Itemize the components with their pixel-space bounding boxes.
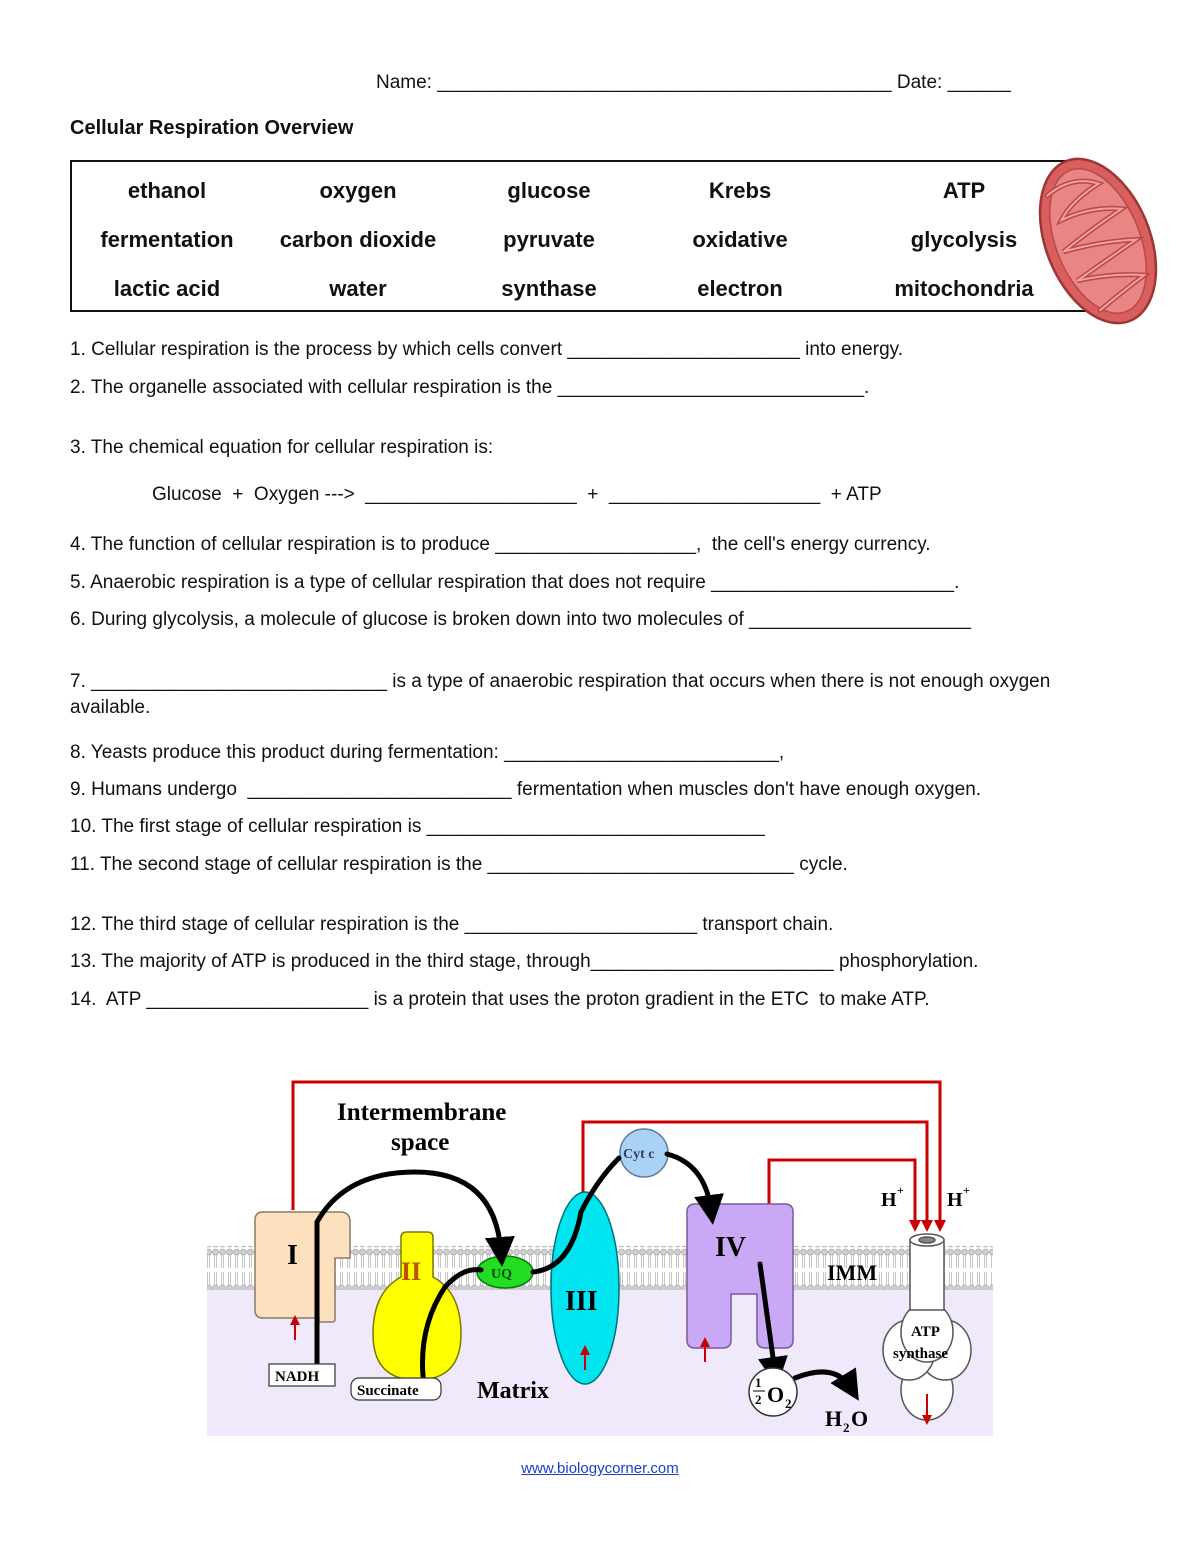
footer-link[interactable]: www.biologycorner.com (521, 1460, 679, 1477)
question-7: 7. ____________________________ is a type of anaerobic respiration that occurs when there is not enough oxygen available. (70, 671, 1051, 718)
word-bank-item: water (329, 276, 387, 301)
cyt-c-label: Cyt c (623, 1147, 655, 1162)
complex-i-label: I (287, 1240, 298, 1271)
uq-label: UQ (491, 1267, 512, 1282)
succinate-label: Succinate (357, 1383, 419, 1399)
name-date-line: Name: ___________________________________________ Date: ______ (376, 72, 1011, 93)
water-label: H (825, 1406, 843, 1431)
question-11: 11. The second stage of cellular respiration is the _____________________________ cycle. (70, 854, 848, 875)
question-6: 6. During glycolysis, a molecule of glucose is broken down into two molecules of _____________________ (70, 609, 971, 630)
question-2: 2. The organelle associated with cellular respiration is the _____________________________. (70, 377, 870, 398)
synthase-label: synthase (893, 1346, 949, 1362)
svg-text:2: 2 (785, 1396, 792, 1411)
question-13: 13. The majority of ATP is produced in the third stage, through_______________________ phosphorylation. (70, 951, 979, 972)
question-10: 10. The first stage of cellular respiration is ________________________________ (70, 816, 765, 837)
question-8: 8. Yeasts produce this product during fermentation: __________________________, (70, 742, 785, 763)
word-bank-item: carbon dioxide (279, 227, 437, 252)
question-3: 3. The chemical equation for cellular respiration is: (70, 437, 494, 458)
mitochondrion-icon (1028, 150, 1168, 332)
word-bank-item: oxidative (692, 227, 788, 252)
word-bank-item: glycolysis (910, 227, 1018, 252)
space-label: space (391, 1129, 450, 1156)
svg-text:2: 2 (843, 1420, 850, 1435)
nadh-label: NADH (275, 1369, 320, 1385)
complex-ii-label: II (401, 1257, 422, 1286)
svg-text:2: 2 (755, 1392, 762, 1407)
word-bank-item: ATP (942, 178, 986, 203)
svg-text:+: + (963, 1183, 970, 1197)
word-bank-item: oxygen (319, 178, 397, 203)
electron-transport-chain-diagram (205, 1072, 995, 1438)
equation: Glucose + Oxygen ---> ____________________ + ____________________ + ATP (152, 484, 882, 505)
complex-i (255, 1212, 350, 1322)
complex-iv-label: IV (715, 1232, 747, 1263)
word-bank-item: mitochondria (894, 276, 1034, 301)
oxygen-label: O (767, 1382, 785, 1407)
question-14: 14. ATP _____________________ is a protein that uses the proton gradient in the ETC to make ATP. (70, 989, 930, 1010)
word-bank-item: glucose (507, 178, 591, 203)
word-bank-item: lactic acid (113, 276, 221, 301)
word-bank-item: pyruvate (503, 227, 595, 252)
svg-text:+: + (897, 1183, 904, 1197)
h-plus-right: H (947, 1189, 963, 1211)
h-plus-left: H (881, 1189, 897, 1211)
question-4: 4. The function of cellular respiration is to produce ___________________, the cell's energy currency. (70, 534, 931, 555)
intermembrane-label: Intermembrane (337, 1099, 507, 1126)
word-bank-item: fermentation (100, 227, 234, 252)
word-bank-item: ethanol (127, 178, 207, 203)
word-bank (70, 160, 1086, 312)
complex-iii-label: III (565, 1286, 598, 1317)
svg-text:1: 1 (755, 1375, 762, 1390)
question-1: 1. Cellular respiration is the process by which cells convert ______________________ into energy. (70, 339, 904, 360)
page-title: Cellular Respiration Overview (70, 117, 354, 139)
word-bank-item: Krebs (708, 178, 772, 203)
matrix-label: Matrix (477, 1378, 549, 1404)
word-bank-item: synthase (501, 276, 597, 301)
imm-label: IMM (827, 1260, 878, 1285)
question-9: 9. Humans undergo _________________________ fermentation when muscles don't have enough oxygen. (70, 779, 982, 800)
question-12: 12. The third stage of cellular respiration is the ______________________ transport chain. (70, 914, 834, 935)
word-bank-item: electron (697, 276, 783, 301)
svg-text:O: O (851, 1406, 869, 1431)
atp-synthase-label: ATP (911, 1324, 940, 1340)
question-5: 5. Anaerobic respiration is a type of cellular respiration that does not require _______________________. (70, 572, 960, 593)
